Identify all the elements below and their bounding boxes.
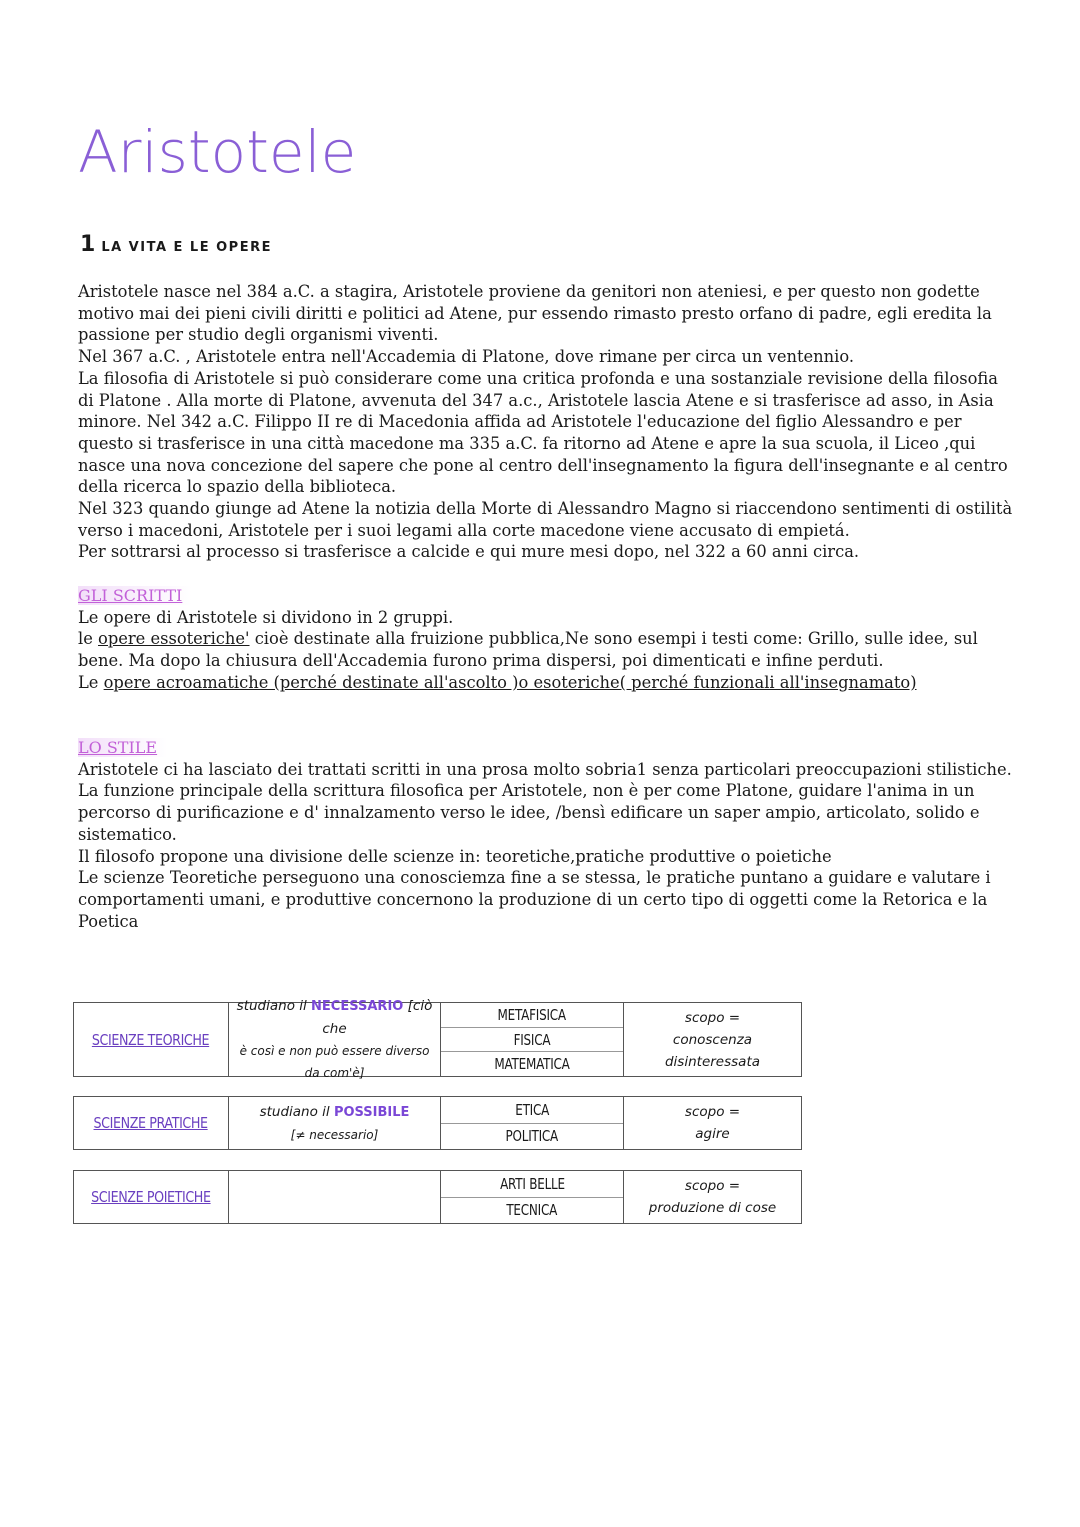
- writings-line: le opere essoteriche' cioè destinate alla fruizione pubblica,Ne sono esempi i testi come: Grillo, sulle idee, sul bene. Ma dopo la chiusura dell'Accademia furono prima dispersi, poi dimenticati e infine perduti.: [78, 629, 978, 671]
- category-cell: [74, 1171, 229, 1223]
- description-cell: studiano il NECESSARIO [ciò che è così e non può essere diverso da com'è]: [229, 1003, 441, 1076]
- highlight-term: POSSIBILE: [333, 1104, 410, 1120]
- paragraph-line: Per sottrarsi al processo si trasferisce a calcide e qui mure mesi dopo, nel 322 a 60 anni circa.: [78, 542, 860, 562]
- section-title: LA VITA E LE OPERE: [101, 240, 272, 255]
- paragraph-line: La filosofia di Aristotele si può considerare come una critica profonda e una sostanziale revisione della filosofia di Platone . Alla morte di Platone, avvenuta del 347 a.c., Aristotele lascia Atene e si trasferisce ad asso, in Asia minore. Nel 342 a.C. Filippo II re di Macedonia affida ad Aristotele l'educazione del figlio Alessandro e per questo si trasferisce in una città macedone ma 335 a.C. fa ritorno ad Atene e apre la sua scuola, il Liceo ,qui nasce una nova concezione del sapere che pone al centro dell'insegnamento la figura dell'insegnante e al centro della ricerca lo spazio della biblioteca.: [78, 368, 1008, 497]
- style-line: Le scienze Teoretiche perseguono una conosciemza fine a se stessa, le pratiche puntano a guidare e valutare i comportamenti umani, e produttive concernono la produzione di un certo tipo di oggetti come la Retorica e la Poetica: [78, 868, 991, 931]
- subject: TECNICA: [506, 1201, 558, 1220]
- subject: POLITICA: [505, 1127, 559, 1146]
- category-cell: [74, 1097, 229, 1149]
- highlight-term: NECESSARIO: [311, 999, 404, 1014]
- acroamatic-term: opere acroamatiche (perché destinate all'ascolto )o esoteriche( perché funzionali all'insegnamato): [103, 672, 917, 692]
- subject: FISICA: [441, 1028, 623, 1053]
- category-label: SCIENZE TEORICHE: [92, 1030, 210, 1049]
- section-number: 1: [80, 232, 96, 257]
- subjects-cell: [441, 1003, 624, 1076]
- subject: ARTI BELLE: [441, 1171, 623, 1198]
- category-cell: [74, 1003, 229, 1076]
- scope-cell: scopo = produzione di cose: [648, 1178, 777, 1216]
- paragraph-line: Nel 367 a.C. , Aristotele entra nell'Accademia di Platone, dove rimane per circa un ventennio.: [78, 347, 855, 367]
- subject: MATEMATICA: [494, 1055, 570, 1074]
- style-heading: LO STILE: [78, 738, 167, 757]
- style-section: [78, 737, 1013, 932]
- scope-cell: scopo = agire: [684, 1104, 741, 1142]
- paragraph-line: Aristotele nasce nel 384 a.C. a stagira, Aristotele proviene da genitori non ateniesi, e per questo non godette motivo mai dei pieni civili diritti e politici ad Atene, pur essendo rimasto presto orfano di padre, egli eredita la passione per studio degli organismi viventi.: [78, 282, 992, 345]
- subject: ETICA: [441, 1097, 623, 1124]
- table-theoretical-sciences: [73, 998, 802, 1080]
- writings-line: Le opere di Aristotele si dividono in 2 gruppi.: [78, 607, 454, 627]
- writings-section: [78, 585, 1013, 694]
- subjects-cell: [441, 1171, 624, 1223]
- page-title: Aristotele: [78, 118, 357, 186]
- style-line: Il filosofo propone una divisione delle scienze in: teoretiche,pratiche produttive o poietiche: [78, 846, 832, 866]
- exoteric-term: opere essoteriche': [98, 629, 250, 649]
- style-line: Aristotele ci ha lasciato dei trattati scritti in una prosa molto sobria1 senza particolari preoccupazioni stilistiche. La funzione principale della scrittura filosofica per Aristotele, non è per come Platone, guidare l'anima in un percorso di purificazione e d' innalzamento verso le idee, /bensì edificare un saper ampio, articolato, solido e sistematico.: [78, 759, 1012, 844]
- scope-cell: scopo = conoscenza disinteressata: [664, 1009, 761, 1070]
- description-cell: [229, 1171, 441, 1223]
- category-label: SCIENZE POIETICHE: [91, 1188, 211, 1206]
- subject: METAFISICA: [441, 1003, 623, 1028]
- section-heading: [80, 232, 272, 257]
- subjects-cell: [441, 1097, 624, 1149]
- category-label: SCIENZE PRATICHE: [93, 1114, 209, 1132]
- life-paragraph: [78, 281, 1013, 563]
- paragraph-line: Nel 323 quando giunge ad Atene la notizia della Morte di Alessandro Magno si riaccendono sentimenti di ostilità verso i macedoni, Aristotele per i suoi legami alla corte macedone viene accusato di empietá.: [78, 499, 1013, 540]
- table-poietic-sciences: [73, 1170, 802, 1224]
- writings-line: Le opere acroamatiche (perché destinate all'ascolto )o esoteriche( perché funzionali all'insegnamato): [78, 672, 917, 692]
- table-practical-sciences: [73, 1096, 802, 1150]
- description-cell: studiano il POSSIBILE [≠ necessario]: [229, 1097, 441, 1149]
- writings-heading: GLI SCRITTI: [78, 586, 192, 605]
